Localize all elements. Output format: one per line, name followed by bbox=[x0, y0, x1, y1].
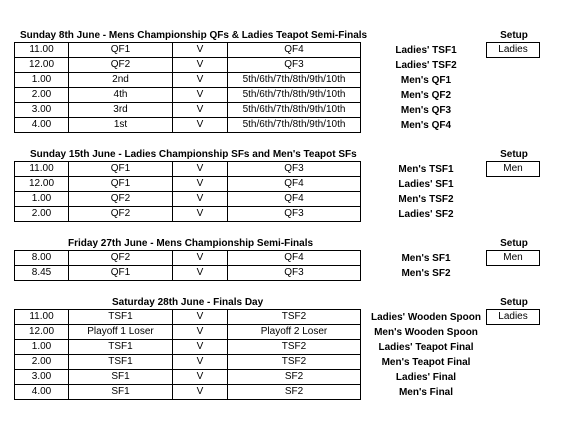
table-row bbox=[15, 88, 361, 103]
match-label: Ladies' SF1 bbox=[398, 179, 454, 190]
away-cell[interactable]: QF3 bbox=[228, 207, 361, 222]
match-label: Men's SF1 bbox=[401, 253, 451, 264]
time-cell[interactable]: 8.45 bbox=[15, 266, 69, 281]
setup-cell[interactable]: Ladies bbox=[486, 309, 540, 325]
section-title: Saturday 28th June - Finals Day bbox=[112, 297, 264, 308]
match-labels bbox=[362, 251, 490, 281]
table-row bbox=[15, 73, 361, 88]
match-label: Men's Final bbox=[398, 387, 454, 398]
match-labels bbox=[362, 43, 490, 133]
setup-cell[interactable]: Men bbox=[486, 161, 540, 177]
versus-cell[interactable]: V bbox=[173, 103, 228, 118]
match-label: Ladies' Wooden Spoon bbox=[371, 312, 481, 323]
versus-cell[interactable]: V bbox=[173, 251, 228, 266]
match-label: Men's SF2 bbox=[401, 268, 451, 279]
time-cell[interactable]: 4.00 bbox=[15, 118, 69, 133]
versus-cell[interactable]: V bbox=[173, 118, 228, 133]
versus-cell[interactable]: V bbox=[173, 73, 228, 88]
versus-cell[interactable]: V bbox=[173, 192, 228, 207]
match-label: Ladies' TSF2 bbox=[395, 60, 457, 71]
setup-header: Setup bbox=[500, 238, 528, 249]
away-cell[interactable]: 5th/6th/7th/8th/9th/10th bbox=[228, 118, 361, 133]
versus-cell[interactable]: V bbox=[173, 58, 228, 73]
section-title: Sunday 15th June - Ladies Championship SFs and Men's Teapot SFs bbox=[30, 149, 357, 160]
time-cell[interactable]: 1.00 bbox=[15, 192, 69, 207]
versus-cell[interactable]: V bbox=[173, 162, 228, 177]
home-cell[interactable]: QF1 bbox=[69, 162, 173, 177]
versus-cell[interactable]: V bbox=[173, 207, 228, 222]
time-cell[interactable]: 12.00 bbox=[15, 177, 69, 192]
table-row bbox=[15, 355, 361, 370]
table-row bbox=[15, 325, 361, 340]
table-row bbox=[15, 177, 361, 192]
table-row bbox=[15, 370, 361, 385]
away-cell[interactable]: TSF2 bbox=[228, 355, 361, 370]
versus-cell[interactable]: V bbox=[173, 340, 228, 355]
away-cell[interactable]: Playoff 2 Loser bbox=[228, 325, 361, 340]
home-cell[interactable]: SF1 bbox=[69, 370, 173, 385]
fixtures-table bbox=[14, 161, 361, 222]
away-cell[interactable]: TSF2 bbox=[228, 310, 361, 325]
home-cell[interactable]: Playoff 1 Loser bbox=[69, 325, 173, 340]
versus-cell[interactable]: V bbox=[173, 385, 228, 400]
versus-cell[interactable]: V bbox=[173, 177, 228, 192]
away-cell[interactable]: QF3 bbox=[228, 266, 361, 281]
section-title: Sunday 8th June - Mens Championship QFs & Ladies Teapot Semi-Finals bbox=[20, 30, 368, 41]
versus-cell[interactable]: V bbox=[173, 325, 228, 340]
home-cell[interactable]: 4th bbox=[69, 88, 173, 103]
match-label: Men's QF1 bbox=[400, 75, 452, 86]
table-row bbox=[15, 385, 361, 400]
time-cell[interactable]: 2.00 bbox=[15, 355, 69, 370]
home-cell[interactable]: TSF1 bbox=[69, 310, 173, 325]
home-cell[interactable]: QF1 bbox=[69, 177, 173, 192]
away-cell[interactable]: TSF2 bbox=[228, 340, 361, 355]
time-cell[interactable]: 1.00 bbox=[15, 73, 69, 88]
away-cell[interactable]: QF4 bbox=[228, 251, 361, 266]
table-row bbox=[15, 43, 361, 58]
match-labels bbox=[362, 162, 490, 222]
away-cell[interactable]: SF2 bbox=[228, 370, 361, 385]
away-cell[interactable]: QF4 bbox=[228, 43, 361, 58]
home-cell[interactable]: SF1 bbox=[69, 385, 173, 400]
away-cell[interactable]: QF4 bbox=[228, 192, 361, 207]
setup-header: Setup bbox=[500, 149, 528, 160]
setup-cell[interactable]: Ladies bbox=[486, 42, 540, 58]
match-label: Men's TSF1 bbox=[398, 164, 454, 175]
home-cell[interactable]: QF1 bbox=[69, 43, 173, 58]
table-row bbox=[15, 162, 361, 177]
away-cell[interactable]: QF3 bbox=[228, 162, 361, 177]
away-cell[interactable]: QF4 bbox=[228, 177, 361, 192]
match-label: Ladies' Final bbox=[395, 372, 457, 383]
away-cell[interactable]: 5th/6th/7th/8th/9th/10th bbox=[228, 103, 361, 118]
table-row bbox=[15, 192, 361, 207]
match-label: Men's Wooden Spoon bbox=[374, 327, 478, 338]
away-cell[interactable]: 5th/6th/7th/8th/9th/10th bbox=[228, 73, 361, 88]
home-cell[interactable]: TSF1 bbox=[69, 355, 173, 370]
away-cell[interactable]: 5th/6th/7th/8th/9th/10th bbox=[228, 88, 361, 103]
time-cell[interactable]: 4.00 bbox=[15, 385, 69, 400]
time-cell[interactable]: 12.00 bbox=[15, 58, 69, 73]
time-cell[interactable]: 3.00 bbox=[15, 103, 69, 118]
time-cell[interactable]: 8.00 bbox=[15, 251, 69, 266]
table-row bbox=[15, 251, 361, 266]
table-row bbox=[15, 103, 361, 118]
match-label: Ladies' SF2 bbox=[398, 209, 454, 220]
versus-cell[interactable]: V bbox=[173, 266, 228, 281]
versus-cell[interactable]: V bbox=[173, 43, 228, 58]
home-cell[interactable]: TSF1 bbox=[69, 340, 173, 355]
table-row bbox=[15, 58, 361, 73]
table-row bbox=[15, 340, 361, 355]
match-labels bbox=[362, 310, 490, 400]
home-cell[interactable]: QF2 bbox=[69, 192, 173, 207]
fixtures-table bbox=[14, 250, 361, 281]
match-label: Men's Teapot Final bbox=[381, 357, 471, 368]
match-label: Ladies' Teapot Final bbox=[378, 342, 474, 353]
fixtures-table bbox=[14, 42, 361, 133]
versus-cell[interactable]: V bbox=[173, 355, 228, 370]
match-label: Men's TSF2 bbox=[398, 194, 454, 205]
versus-cell[interactable]: V bbox=[173, 310, 228, 325]
home-cell[interactable]: QF1 bbox=[69, 266, 173, 281]
time-cell[interactable]: 3.00 bbox=[15, 370, 69, 385]
home-cell[interactable]: QF2 bbox=[69, 58, 173, 73]
home-cell[interactable]: QF2 bbox=[69, 207, 173, 222]
time-cell[interactable]: 11.00 bbox=[15, 310, 69, 325]
setup-cell[interactable]: Men bbox=[486, 250, 540, 266]
match-label: Ladies' TSF1 bbox=[395, 45, 457, 56]
away-cell[interactable]: SF2 bbox=[228, 385, 361, 400]
time-cell[interactable]: 2.00 bbox=[15, 207, 69, 222]
time-cell[interactable]: 11.00 bbox=[15, 162, 69, 177]
versus-cell[interactable]: V bbox=[173, 88, 228, 103]
home-cell[interactable]: 3rd bbox=[69, 103, 173, 118]
time-cell[interactable]: 11.00 bbox=[15, 43, 69, 58]
match-label: Men's QF3 bbox=[400, 105, 452, 116]
setup-header: Setup bbox=[500, 297, 528, 308]
away-cell[interactable]: QF3 bbox=[228, 58, 361, 73]
time-cell[interactable]: 1.00 bbox=[15, 340, 69, 355]
section-title: Friday 27th June - Mens Championship Semi-Finals bbox=[68, 238, 314, 249]
time-cell[interactable]: 12.00 bbox=[15, 325, 69, 340]
table-row bbox=[15, 118, 361, 133]
time-cell[interactable]: 2.00 bbox=[15, 88, 69, 103]
setup-header: Setup bbox=[500, 30, 528, 41]
home-cell[interactable]: QF2 bbox=[69, 251, 173, 266]
versus-cell[interactable]: V bbox=[173, 370, 228, 385]
table-row bbox=[15, 207, 361, 222]
home-cell[interactable]: 2nd bbox=[69, 73, 173, 88]
table-row bbox=[15, 310, 361, 325]
fixtures-table bbox=[14, 309, 361, 400]
table-row bbox=[15, 266, 361, 281]
match-label: Men's QF2 bbox=[400, 90, 452, 101]
match-label: Men's QF4 bbox=[400, 120, 452, 131]
home-cell[interactable]: 1st bbox=[69, 118, 173, 133]
